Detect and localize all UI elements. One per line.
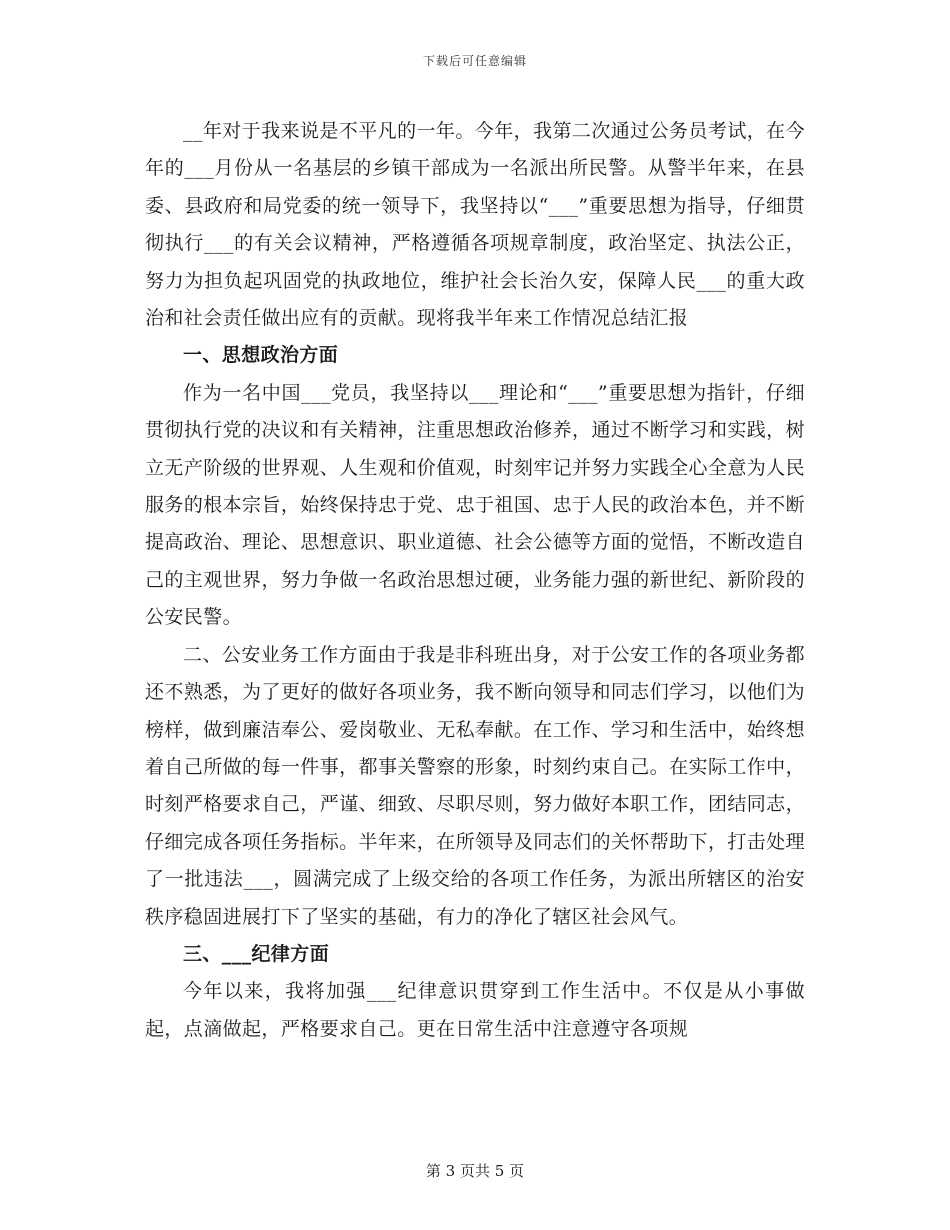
section-heading-discipline: 三、___纪律方面 xyxy=(183,942,330,965)
document-body xyxy=(145,113,805,1048)
police-work-paragraph: 二、公安业务工作方面由于我是非科班出身，对于公安工作的各项业务都还不熟悉，为了更好的做好各项业务，我不断向领导和同志们学习，以他们为榜样，做到廉洁奉公、爱岗敬业、无私奉献。在工作、学习和生活中，始终想着自己所做的每一件事，都事关警察的形象，时刻约束自己。在实际工作中，时刻严格要求自己，严谨、细致、尽职尽则，努力做好本职工作，团结同志，仔细完成各项任务指标。半年来，在所领导及同志们的关怀帮助下，打击处理了一批违法___，圆满完成了上级交给的各项工作任务，为派出所辖区的治安秩序稳固进展打下了坚实的基础，有力的净化了辖区社会风气。 xyxy=(145,643,805,928)
political-paragraph: 作为一名中国___党员，我坚持以___理论和“___”重要思想为指针，仔细贯彻执行党的决议和有关精神，注重思想政治修养，通过不断学习和实践，树立无产阶级的世界观、人生观和价值观，时刻牢记并努力实践全心全意为人民服务的根本宗旨，始终保持忠于党、忠于祖国、忠于人民的政治本色，并不断提高政治、理论、思想意识、职业道德、社会公德等方面的觉悟，不断改造自己的主观世界，努力争做一名政治思想过硬，业务能力强的新世纪、新阶段的公安民警。 xyxy=(145,381,805,629)
intro-paragraph: __年对于我来说是不平凡的一年。今年，我第二次通过公务员考试，在今年的___月份从一名基层的乡镇干部成为一名派出所民警。从警半年来，在县委、县政府和局党委的统一领导下，我坚持以“___”重要思想为指导，仔细贯彻执行___的有关会议精神，严格遵循各项规章制度，政治坚定、执法公正，努力为担负起巩固党的执政地位，维护社会长治久安，保障人民___的重大政治和社会责任做出应有的贡献。现将我半年来工作情况总结汇报 xyxy=(145,120,805,330)
section-heading-political: 一、思想政治方面 xyxy=(183,344,339,367)
page-header: 下载后可任意编辑 xyxy=(422,54,527,68)
discipline-paragraph: 今年以来，我将加强___纪律意识贯穿到工作生活中。不仅是从小事做起，点滴做起，严格要求自己。更在日常生活中注意遵守各项规 xyxy=(145,980,805,1040)
page-number: 第 3 页共 5 页 xyxy=(425,1162,525,1180)
